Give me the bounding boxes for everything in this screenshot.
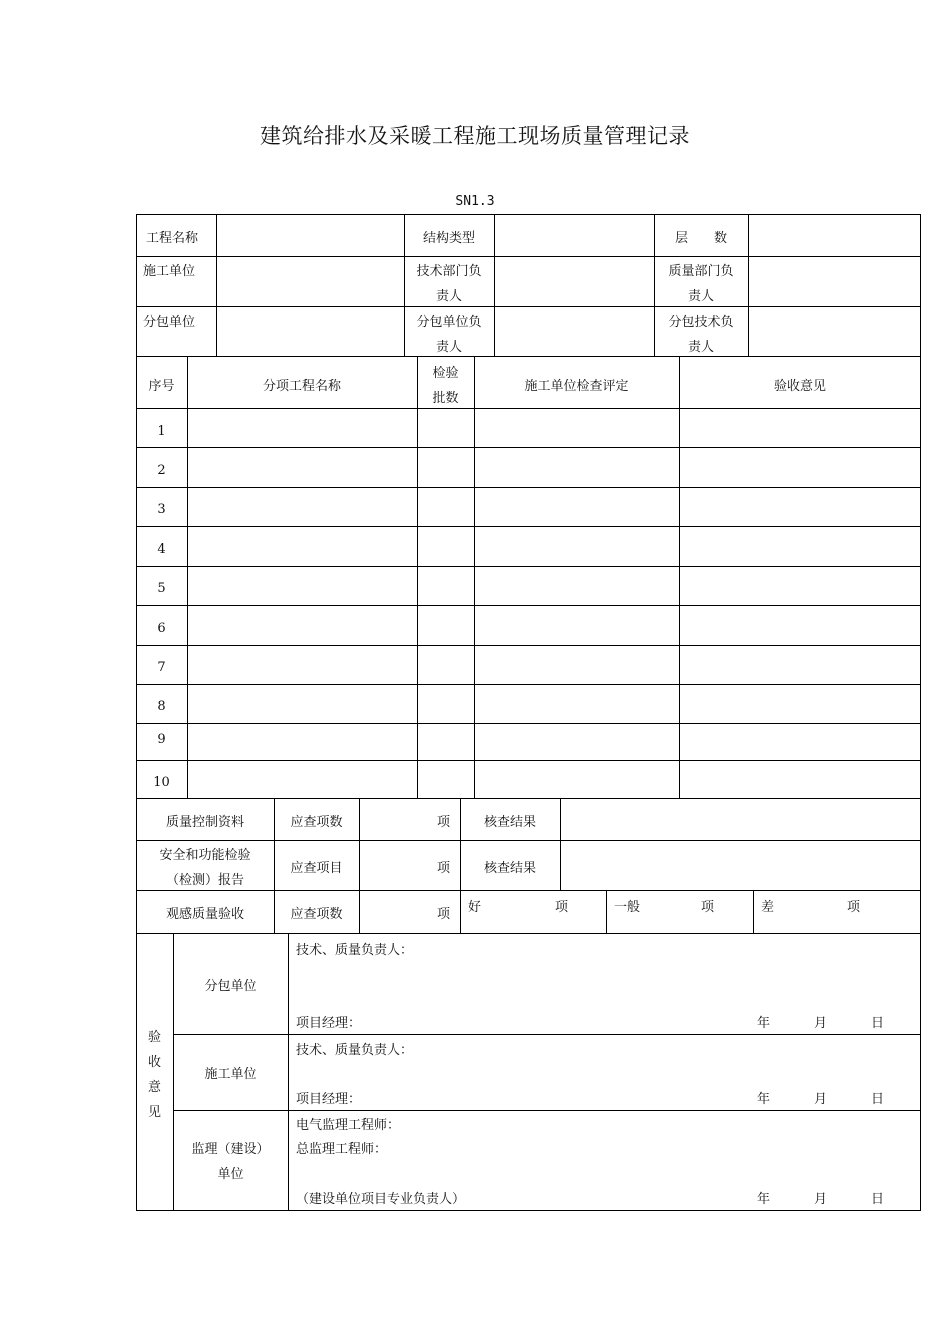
label-year: 年 [757, 1016, 771, 1031]
label-month: 月 [814, 1092, 828, 1107]
label-item-unit: 项 [437, 861, 451, 876]
col-batch-1: 检验 [432, 366, 459, 381]
label-check-result: 核查结果 [483, 815, 536, 830]
label-item-unit: 项 [437, 907, 451, 922]
acceptance-side-char: 意 [147, 1080, 161, 1095]
label-project-name: 工程名称 [146, 231, 199, 246]
col-item-name: 分项工程名称 [262, 379, 341, 394]
label-safety-1: 安全和功能检验 [159, 848, 251, 863]
label-electrical-engineer: 电气监理工程师： [296, 1118, 401, 1133]
label-structure-type: 结构类型 [422, 231, 475, 246]
table-row-seq: 10 [153, 775, 170, 790]
table-row-seq: 5 [157, 581, 166, 596]
label-should-check-count: 应查项数 [290, 907, 343, 922]
acceptance-side-char: 见 [147, 1105, 161, 1120]
col-batch-2: 批数 [432, 391, 459, 406]
label-safety-2: （检测）报告 [165, 873, 244, 888]
label-quality-control: 质量控制资料 [165, 815, 244, 830]
label-poor: 差 [761, 900, 775, 915]
label-general: 一般 [614, 900, 641, 915]
table-row-seq: 3 [157, 502, 166, 517]
table-row-seq: 9 [157, 732, 166, 747]
label-month: 月 [814, 1016, 828, 1031]
label-item-unit: 项 [437, 815, 451, 830]
label-tech-quality-head: 技术、质量负责人： [296, 943, 414, 958]
label-sub-unit: 分包单位 [204, 979, 257, 994]
document-title: 建筑给排水及采暖工程施工现场质量管理记录 [260, 124, 690, 148]
label-item-unit: 项 [701, 900, 715, 915]
label-should-check-count: 应查项数 [290, 815, 343, 830]
acceptance-side-char: 收 [147, 1055, 161, 1070]
label-year: 年 [757, 1192, 771, 1207]
label-tech-dept-head-1: 技术部门负 [416, 264, 482, 279]
label-day: 日 [871, 1016, 885, 1031]
col-seq: 序号 [148, 379, 175, 394]
col-accept: 验收意见 [773, 379, 826, 394]
label-floors: 层 数 [674, 231, 727, 246]
label-should-check-items: 应查项目 [290, 861, 343, 876]
label-tech-dept-head-2: 责人 [435, 289, 462, 304]
form-code: SN1.3 [455, 194, 495, 209]
col-check: 施工单位检查评定 [524, 379, 629, 394]
label-construction-unit: 施工单位 [204, 1067, 257, 1082]
table-row-seq: 1 [157, 424, 166, 439]
table-row-seq: 2 [157, 463, 166, 478]
label-sub-head-1: 分包单位负 [416, 315, 482, 330]
label-owner-rep: （建设单位项目专业负责人） [296, 1192, 466, 1207]
label-item-unit: 项 [555, 900, 569, 915]
label-contractor: 施工单位 [143, 264, 196, 279]
table-row-seq: 8 [157, 699, 166, 714]
label-supervision-1: 监理（建设） [191, 1142, 270, 1157]
label-supervision-2: 单位 [217, 1167, 244, 1182]
label-sub-head-2: 责人 [435, 340, 462, 355]
label-quality-dept-head-2: 责人 [687, 289, 714, 304]
label-year: 年 [757, 1092, 771, 1107]
label-tech-quality-head: 技术、质量负责人： [296, 1043, 414, 1058]
label-project-manager: 项目经理： [296, 1092, 362, 1107]
label-day: 日 [871, 1092, 885, 1107]
label-subcontractor: 分包单位 [143, 315, 196, 330]
label-sub-tech-head-2: 责人 [687, 340, 714, 355]
label-sub-tech-head-1: 分包技术负 [668, 315, 734, 330]
label-month: 月 [814, 1192, 828, 1207]
label-chief-engineer: 总监理工程师： [296, 1142, 388, 1157]
label-item-unit: 项 [847, 900, 861, 915]
label-quality-dept-head-1: 质量部门负 [668, 264, 734, 279]
label-day: 日 [871, 1192, 885, 1207]
table-row-seq: 7 [157, 660, 166, 675]
label-visual-quality: 观感质量验收 [165, 907, 244, 922]
label-project-manager: 项目经理： [296, 1016, 362, 1031]
acceptance-side-char: 验 [147, 1030, 161, 1045]
label-check-result: 核查结果 [483, 861, 536, 876]
table-row-seq: 4 [157, 542, 166, 557]
table-row-seq: 6 [157, 621, 166, 636]
label-good: 好 [468, 900, 482, 915]
